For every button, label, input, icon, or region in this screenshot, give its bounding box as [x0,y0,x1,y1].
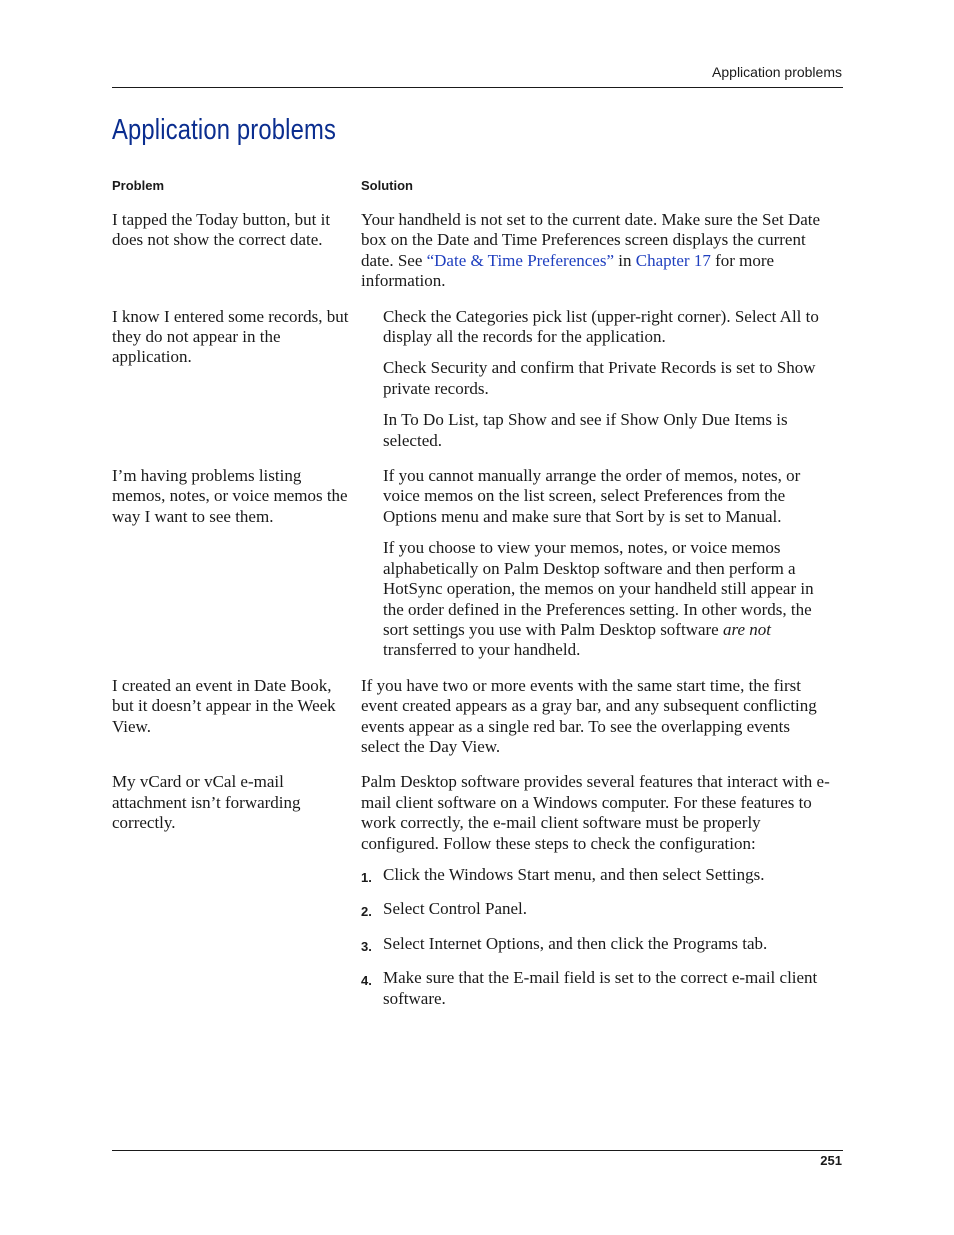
solution-cell [361,210,831,292]
problem-text: I created an event in Date Book, but it doesn’t appear in the Week View. [112,675,336,736]
step-item [361,968,831,1009]
date-time-preferences-link[interactable]: “Date & Time Preferences” [426,250,615,270]
table-row [112,210,843,292]
running-header: Application problems [712,64,842,80]
step-text: Click the Windows Start menu, and then select Settings. [383,864,765,884]
page-number: 251 [820,1153,842,1168]
step-number: 2. [361,904,372,920]
solution-text-part: transferred to your handheld. [383,640,581,660]
table-row [112,772,843,1009]
solution-text-part: in [614,250,636,270]
header-rule [112,87,843,88]
solution-paragraph: In To Do List, tap Show and see if Show Only Due Items is selected. [383,410,788,450]
table-row [112,307,843,451]
solution-text: If you have two or more events with the same start time, the first event created appears as a gray bar, and any subsequent conflicting events appear as a single red bar. To see the overlapping events select the Day View. [361,675,817,756]
solution-text [361,210,831,292]
emphasis-text: are not [722,619,771,639]
footer-rule [112,1150,843,1151]
step-item [361,899,831,922]
problem-column-heading: Problem [112,178,165,193]
step-text: Select Internet Options, and then click the Programs tab. [383,933,768,953]
solution-intro: Palm Desktop software provides several features that interact with e-mail client software on a Windows computer. For these features to work correctly, the e-mail client software must be properly configured. Follow these steps to check the configuration: [361,772,830,853]
solution-paragraph: Check the Categories pick list (upper-right corner). Select All to display all the records for the application. [383,306,819,347]
step-number: 3. [361,938,372,954]
step-item [361,934,831,957]
solution-cell [361,466,831,661]
problem-text: I know I entered some records, but they do not appear in the application. [112,306,349,367]
solution-paragraph: If you cannot manually arrange the order of memos, notes, or voice memos on the list screen, select Preferences from the Options menu and make sure that Sort by is set to Manual. [383,466,801,526]
solution-text-part: for more information. [361,250,775,291]
table-row [112,676,843,758]
troubleshooting-table [112,210,843,1024]
chapter-17-link[interactable]: Chapter 17 [635,250,711,270]
problem-text: I tapped the Today button, but it does not show the correct date. [112,210,331,250]
page-title: Application problems [112,114,337,146]
solution-text-part: If you choose to view your memos, notes, or voice memos alphabetically on Palm Desktop software and then perform a HotSync operation, the memos on your handheld still appear in the order defined in the Preferences setting. In other words, the sort settings you use with Palm Desktop software [383,538,814,639]
solution-cell [361,676,831,758]
step-item [361,865,831,888]
step-number: 1. [361,869,372,885]
problem-text: My vCard or vCal e-mail attachment isn’t forwarding correctly. [112,772,301,833]
solution-paragraph [361,538,831,660]
step-text: Select Control Panel. [383,899,528,919]
step-number: 4. [361,973,372,989]
solution-text-part: Your handheld is not set to the current date. Make sure the Set Date box on the Date and Time Preferences screen displays the current date. See [361,210,821,270]
solution-cell [361,772,831,1009]
problem-text: I’m having problems listing memos, notes, or voice memos the way I want to see them. [112,466,348,526]
step-text: Make sure that the E-mail field is set to the correct e-mail client software. [383,968,818,1008]
solution-column-heading: Solution [361,178,413,193]
solution-paragraph: Check Security and confirm that Private Records is set to Show private records. [383,358,816,398]
table-row [112,466,843,661]
solution-cell [361,307,831,451]
